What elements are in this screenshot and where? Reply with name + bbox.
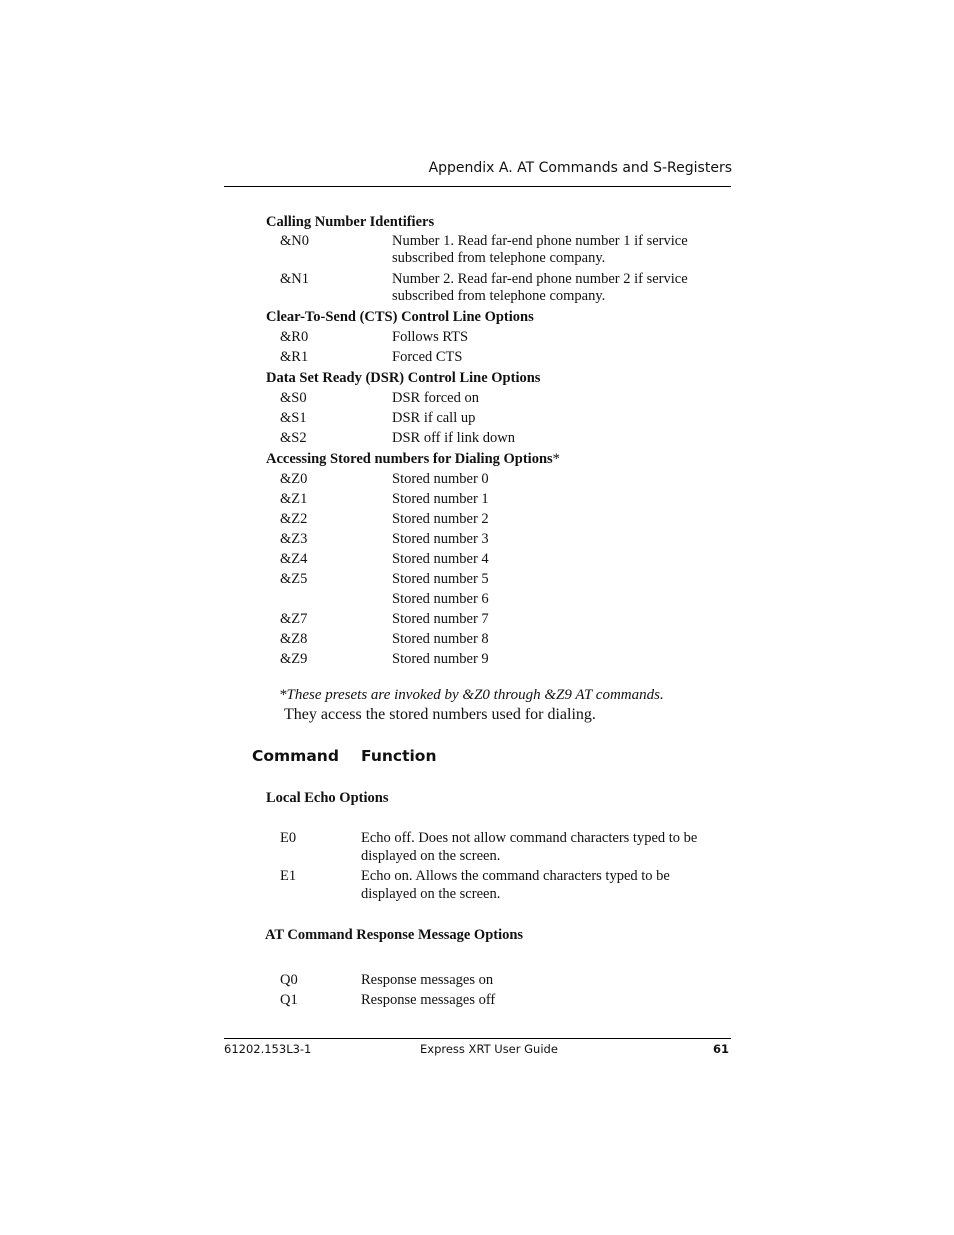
command-row	[266, 529, 736, 549]
command-row	[280, 868, 706, 903]
command-code: &Z3	[280, 531, 308, 547]
footer-doc-number: 61202.153L3-1	[224, 1042, 312, 1056]
command-row	[266, 569, 736, 589]
command-row	[266, 509, 736, 529]
command-code: &R0	[280, 329, 309, 345]
command-code: &Z0	[280, 471, 308, 487]
command-row	[280, 830, 706, 865]
footnote-line-2: They access the stored numbers used for dialing.	[284, 706, 596, 723]
command-description: DSR off if link down	[392, 430, 515, 446]
column-header-command: Command	[252, 747, 339, 765]
command-row	[266, 232, 736, 270]
section-title: Data Set Ready (DSR) Control Line Options	[266, 370, 541, 386]
column-header-function: Function	[361, 747, 437, 765]
command-description: Forced CTS	[392, 349, 463, 365]
command-row	[266, 469, 736, 489]
running-header: Appendix A. AT Commands and S-Registers	[428, 160, 732, 176]
section-dsr	[266, 368, 736, 448]
command-row	[266, 489, 736, 509]
footnote-marker: *	[552, 451, 560, 467]
section-title-response-messages: AT Command Response Message Options	[265, 927, 524, 943]
footer-rule	[224, 1038, 731, 1039]
command-row	[266, 549, 736, 569]
section-title: Calling Number Identifiers	[266, 214, 435, 230]
command-code: &S2	[280, 430, 307, 446]
command-description: Stored number 7	[392, 611, 489, 627]
command-row	[266, 347, 736, 367]
footer-page-number: 61	[712, 1042, 729, 1056]
command-row	[280, 992, 706, 1010]
command-row	[266, 609, 736, 629]
command-code: Q1	[280, 992, 298, 1008]
command-description: Response messages on	[361, 972, 494, 988]
command-description: Echo off. Does not allow command characters typed to be displayed on the screen.	[361, 830, 698, 864]
command-code: &R1	[280, 349, 309, 365]
footer-guide-title: Express XRT User Guide	[420, 1042, 558, 1056]
command-code: &Z5	[280, 571, 308, 587]
command-row	[266, 327, 736, 347]
section-stored-numbers	[266, 449, 736, 669]
command-code: &S1	[280, 410, 307, 426]
section-title-text: Accessing Stored numbers for Dialing Options	[266, 451, 553, 467]
section-title: Clear-To-Send (CTS) Control Line Options	[266, 309, 534, 325]
command-code: &Z2	[280, 511, 308, 527]
command-code: E1	[280, 868, 297, 884]
command-code: &N0	[280, 233, 309, 249]
command-row	[266, 408, 736, 428]
command-row	[266, 388, 736, 408]
command-code: &Z7	[280, 611, 308, 627]
command-row	[266, 649, 736, 669]
section-calling-number	[266, 212, 736, 308]
header-rule	[224, 186, 731, 187]
command-row	[266, 270, 736, 308]
command-description: Stored number 4	[392, 551, 489, 567]
command-description: Stored number 3	[392, 531, 489, 547]
command-description: Stored number 8	[392, 631, 489, 647]
command-code: &S0	[280, 390, 307, 406]
section-title-local-echo: Local Echo Options	[266, 790, 389, 806]
command-code: E0	[280, 830, 297, 846]
command-description: Follows RTS	[392, 329, 469, 345]
command-code: Q0	[280, 972, 298, 988]
footnote-line-1: *These presets are invoked by &Z0 through &Z9 AT commands.	[279, 687, 664, 703]
command-description: Stored number 9	[392, 651, 489, 667]
command-row	[266, 589, 736, 609]
command-description: Stored number 2	[392, 511, 489, 527]
command-description: DSR if call up	[392, 410, 476, 426]
command-description: Echo on. Allows the command characters typed to be displayed on the screen.	[361, 868, 670, 902]
command-description: DSR forced on	[392, 390, 479, 406]
command-row	[266, 629, 736, 649]
command-code: &Z4	[280, 551, 308, 567]
command-description: Number 1. Read far-end phone number 1 if service subscribed from telephone company.	[392, 233, 688, 266]
command-description: Response messages off	[361, 992, 496, 1008]
command-description: Stored number 5	[392, 571, 489, 587]
command-description: Stored number 6	[392, 591, 489, 607]
command-row	[266, 428, 736, 448]
section-title	[266, 449, 736, 469]
command-row	[280, 972, 706, 990]
command-description: Stored number 0	[392, 471, 489, 487]
command-description: Number 2. Read far-end phone number 2 if service subscribed from telephone company.	[392, 271, 688, 304]
command-description: Stored number 1	[392, 491, 489, 507]
section-cts	[266, 307, 736, 367]
command-code: &Z1	[280, 491, 308, 507]
command-code: &N1	[280, 271, 309, 287]
command-code: &Z8	[280, 631, 308, 647]
command-code: &Z9	[280, 651, 308, 667]
